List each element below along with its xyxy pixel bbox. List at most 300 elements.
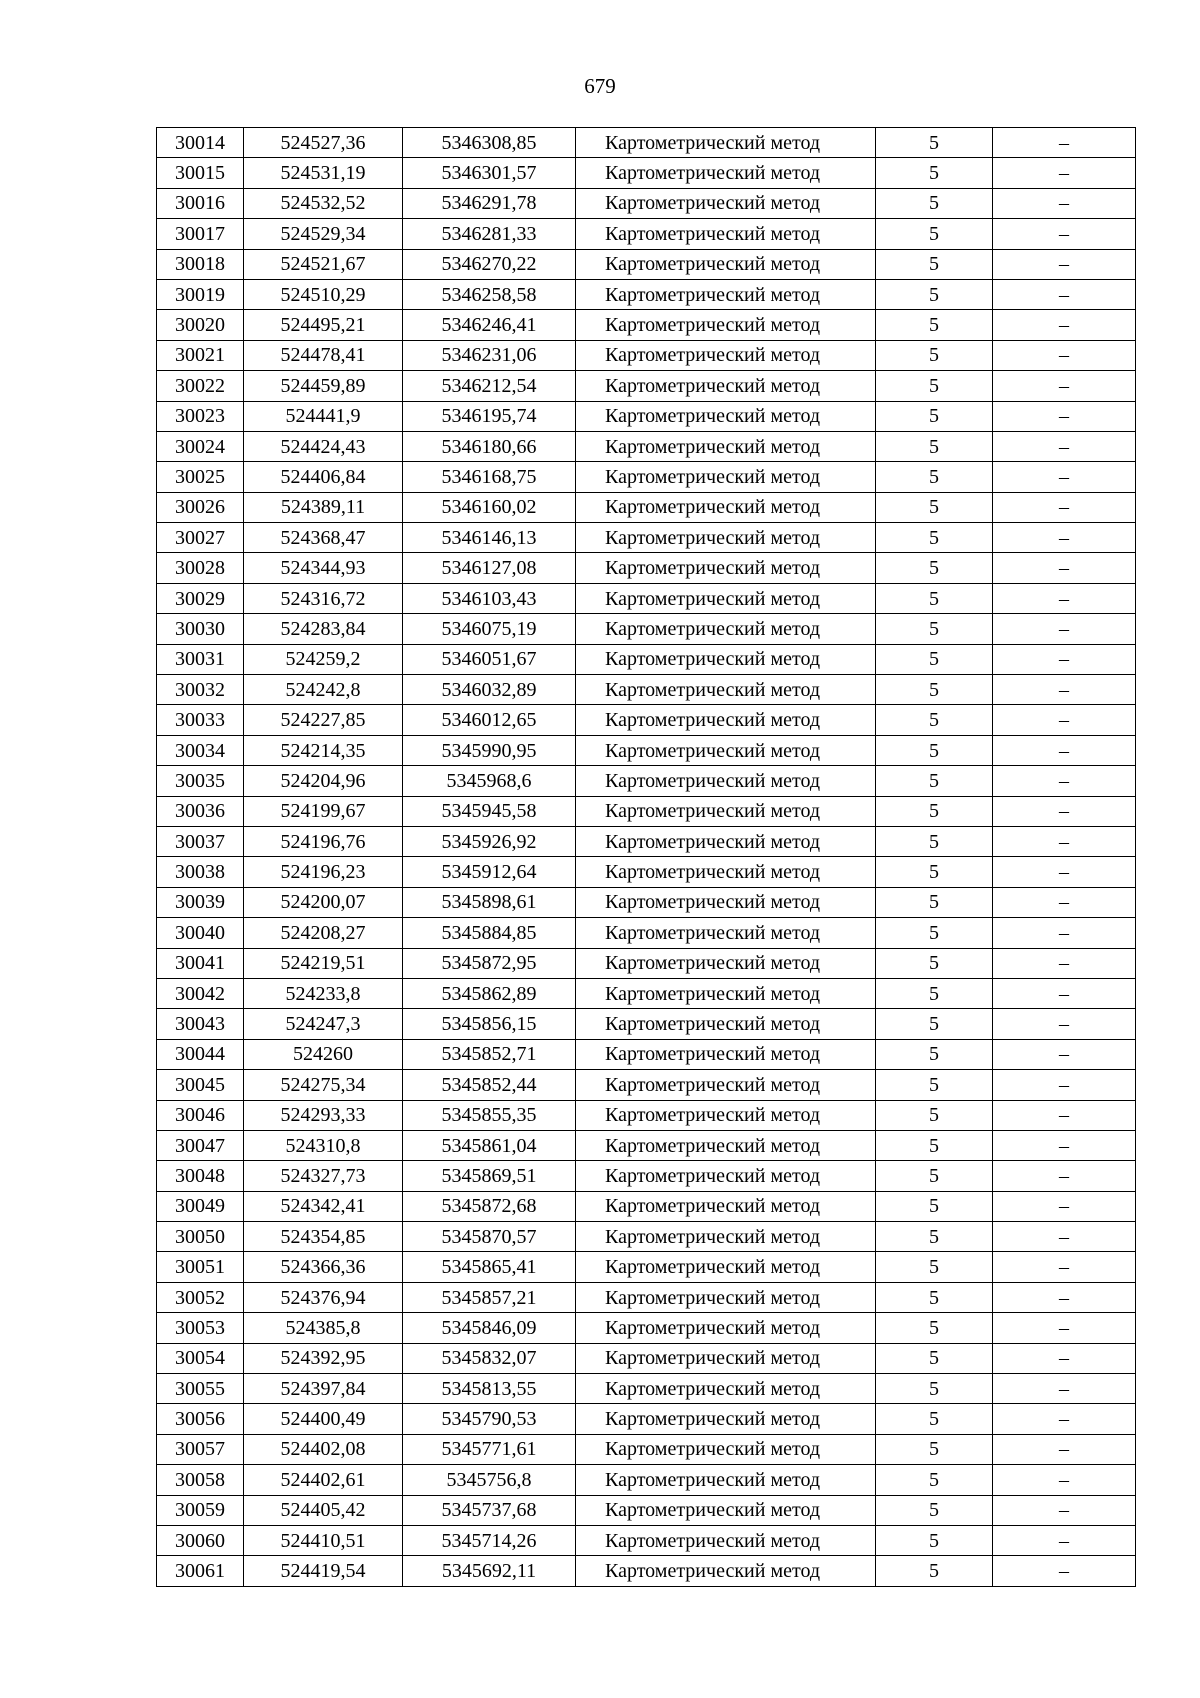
point-number-cell: 30019 [157,279,244,309]
method-cell: Картометрический метод [576,1556,876,1586]
method-cell: Картометрический метод [576,431,876,461]
point-number-cell: 30057 [157,1434,244,1464]
description-cell: – [993,826,1136,856]
x-coordinate-cell: 524214,35 [244,735,403,765]
point-number-cell: 30018 [157,249,244,279]
accuracy-cell: 5 [876,128,993,158]
method-cell: Картометрический метод [576,948,876,978]
point-number-cell: 30022 [157,371,244,401]
point-number-cell: 30023 [157,401,244,431]
y-coordinate-cell: 5345968,6 [403,766,576,796]
method-cell: Картометрический метод [576,1161,876,1191]
table-row [157,614,1136,644]
y-coordinate-cell: 5345926,92 [403,826,576,856]
method-cell: Картометрический метод [576,1343,876,1373]
description-cell: – [993,1130,1136,1160]
x-coordinate-cell: 524527,36 [244,128,403,158]
description-cell: – [993,1465,1136,1495]
x-coordinate-cell: 524247,3 [244,1009,403,1039]
method-cell: Картометрический метод [576,675,876,705]
description-cell: – [993,1525,1136,1555]
y-coordinate-cell: 5345869,51 [403,1161,576,1191]
table-row [157,735,1136,765]
method-cell: Картометрический метод [576,401,876,431]
method-cell: Картометрический метод [576,857,876,887]
accuracy-cell: 5 [876,492,993,522]
x-coordinate-cell: 524400,49 [244,1404,403,1434]
accuracy-cell: 5 [876,431,993,461]
accuracy-cell: 5 [876,1252,993,1282]
point-number-cell: 30021 [157,340,244,370]
method-cell: Картометрический метод [576,978,876,1008]
x-coordinate-cell: 524392,95 [244,1343,403,1373]
accuracy-cell: 5 [876,371,993,401]
y-coordinate-cell: 5345852,71 [403,1039,576,1069]
accuracy-cell: 5 [876,1039,993,1069]
x-coordinate-cell: 524233,8 [244,978,403,1008]
description-cell: – [993,948,1136,978]
point-number-cell: 30055 [157,1374,244,1404]
y-coordinate-cell: 5346051,67 [403,644,576,674]
description-cell: – [993,128,1136,158]
y-coordinate-cell: 5346195,74 [403,401,576,431]
table-row [157,1495,1136,1525]
accuracy-cell: 5 [876,553,993,583]
y-coordinate-cell: 5346075,19 [403,614,576,644]
x-coordinate-cell: 524441,9 [244,401,403,431]
table-row [157,340,1136,370]
table-row [157,1009,1136,1039]
point-number-cell: 30044 [157,1039,244,1069]
y-coordinate-cell: 5346146,13 [403,523,576,553]
y-coordinate-cell: 5345870,57 [403,1222,576,1252]
description-cell: – [993,401,1136,431]
y-coordinate-cell: 5345692,11 [403,1556,576,1586]
x-coordinate-cell: 524531,19 [244,158,403,188]
table-row [157,1343,1136,1373]
method-cell: Картометрический метод [576,826,876,856]
point-number-cell: 30015 [157,158,244,188]
method-cell: Картометрический метод [576,128,876,158]
x-coordinate-cell: 524200,07 [244,887,403,917]
accuracy-cell: 5 [876,735,993,765]
accuracy-cell: 5 [876,1161,993,1191]
table-row [157,1130,1136,1160]
method-cell: Картометрический метод [576,1525,876,1555]
y-coordinate-cell: 5346301,57 [403,158,576,188]
table-row [157,583,1136,613]
method-cell: Картометрический метод [576,553,876,583]
method-cell: Картометрический метод [576,340,876,370]
method-cell: Картометрический метод [576,371,876,401]
table-row [157,492,1136,522]
y-coordinate-cell: 5345865,41 [403,1252,576,1282]
x-coordinate-cell: 524310,8 [244,1130,403,1160]
accuracy-cell: 5 [876,310,993,340]
description-cell: – [993,1070,1136,1100]
accuracy-cell: 5 [876,249,993,279]
x-coordinate-cell: 524406,84 [244,462,403,492]
point-number-cell: 30030 [157,614,244,644]
accuracy-cell: 5 [876,219,993,249]
y-coordinate-cell: 5345855,35 [403,1100,576,1130]
table-row [157,553,1136,583]
description-cell: – [993,188,1136,218]
y-coordinate-cell: 5345990,95 [403,735,576,765]
point-number-cell: 30048 [157,1161,244,1191]
description-cell: – [993,158,1136,188]
table-row [157,371,1136,401]
accuracy-cell: 5 [876,1434,993,1464]
table-row [157,128,1136,158]
x-coordinate-cell: 524402,08 [244,1434,403,1464]
point-number-cell: 30061 [157,1556,244,1586]
accuracy-cell: 5 [876,188,993,218]
y-coordinate-cell: 5345912,64 [403,857,576,887]
y-coordinate-cell: 5345771,61 [403,1434,576,1464]
table-row [157,675,1136,705]
x-coordinate-cell: 524342,41 [244,1191,403,1221]
point-number-cell: 30046 [157,1100,244,1130]
table-row [157,978,1136,1008]
x-coordinate-cell: 524259,2 [244,644,403,674]
y-coordinate-cell: 5346212,54 [403,371,576,401]
y-coordinate-cell: 5345737,68 [403,1495,576,1525]
method-cell: Картометрический метод [576,1374,876,1404]
y-coordinate-cell: 5345813,55 [403,1374,576,1404]
x-coordinate-cell: 524344,93 [244,553,403,583]
description-cell: – [993,492,1136,522]
point-number-cell: 30014 [157,128,244,158]
description-cell: – [993,1404,1136,1434]
y-coordinate-cell: 5345756,8 [403,1465,576,1495]
accuracy-cell: 5 [876,796,993,826]
y-coordinate-cell: 5346103,43 [403,583,576,613]
accuracy-cell: 5 [876,279,993,309]
table-row [157,1404,1136,1434]
point-number-cell: 30026 [157,492,244,522]
accuracy-cell: 5 [876,1525,993,1555]
point-number-cell: 30032 [157,675,244,705]
x-coordinate-cell: 524275,34 [244,1070,403,1100]
method-cell: Картометрический метод [576,735,876,765]
table-row [157,644,1136,674]
method-cell: Картометрический метод [576,310,876,340]
table-row [157,766,1136,796]
y-coordinate-cell: 5345872,95 [403,948,576,978]
x-coordinate-cell: 524389,11 [244,492,403,522]
x-coordinate-cell: 524219,51 [244,948,403,978]
description-cell: – [993,1100,1136,1130]
accuracy-cell: 5 [876,614,993,644]
y-coordinate-cell: 5345945,58 [403,796,576,826]
point-number-cell: 30027 [157,523,244,553]
accuracy-cell: 5 [876,1465,993,1495]
y-coordinate-cell: 5345852,44 [403,1070,576,1100]
accuracy-cell: 5 [876,948,993,978]
point-number-cell: 30053 [157,1313,244,1343]
method-cell: Картометрический метод [576,1100,876,1130]
y-coordinate-cell: 5345861,04 [403,1130,576,1160]
table-row [157,1191,1136,1221]
point-number-cell: 30051 [157,1252,244,1282]
description-cell: – [993,371,1136,401]
point-number-cell: 30028 [157,553,244,583]
table-row [157,158,1136,188]
table-row [157,857,1136,887]
method-cell: Картометрический метод [576,766,876,796]
y-coordinate-cell: 5346160,02 [403,492,576,522]
accuracy-cell: 5 [876,1009,993,1039]
x-coordinate-cell: 524242,8 [244,675,403,705]
y-coordinate-cell: 5346127,08 [403,553,576,583]
method-cell: Картометрический метод [576,796,876,826]
method-cell: Картометрический метод [576,887,876,917]
description-cell: – [993,675,1136,705]
point-number-cell: 30034 [157,735,244,765]
x-coordinate-cell: 524529,34 [244,219,403,249]
x-coordinate-cell: 524354,85 [244,1222,403,1252]
point-number-cell: 30025 [157,462,244,492]
table-row [157,462,1136,492]
point-number-cell: 30020 [157,310,244,340]
table-row [157,279,1136,309]
point-number-cell: 30037 [157,826,244,856]
description-cell: – [993,1252,1136,1282]
table-row [157,918,1136,948]
method-cell: Картометрический метод [576,705,876,735]
accuracy-cell: 5 [876,462,993,492]
x-coordinate-cell: 524366,36 [244,1252,403,1282]
description-cell: – [993,431,1136,461]
description-cell: – [993,523,1136,553]
coordinates-table-body [157,128,1136,1587]
y-coordinate-cell: 5346291,78 [403,188,576,218]
point-number-cell: 30036 [157,796,244,826]
method-cell: Картометрический метод [576,1465,876,1495]
y-coordinate-cell: 5346308,85 [403,128,576,158]
table-row [157,705,1136,735]
accuracy-cell: 5 [876,158,993,188]
accuracy-cell: 5 [876,523,993,553]
method-cell: Картометрический метод [576,523,876,553]
point-number-cell: 30041 [157,948,244,978]
description-cell: – [993,796,1136,826]
accuracy-cell: 5 [876,1070,993,1100]
table-row [157,796,1136,826]
description-cell: – [993,1556,1136,1586]
x-coordinate-cell: 524283,84 [244,614,403,644]
method-cell: Картометрический метод [576,1282,876,1312]
method-cell: Картометрический метод [576,1039,876,1069]
description-cell: – [993,1009,1136,1039]
accuracy-cell: 5 [876,826,993,856]
x-coordinate-cell: 524385,8 [244,1313,403,1343]
accuracy-cell: 5 [876,1374,993,1404]
table-row [157,887,1136,917]
method-cell: Картометрический метод [576,1009,876,1039]
point-number-cell: 30031 [157,644,244,674]
x-coordinate-cell: 524204,96 [244,766,403,796]
table-row [157,1070,1136,1100]
y-coordinate-cell: 5346168,75 [403,462,576,492]
x-coordinate-cell: 524405,42 [244,1495,403,1525]
method-cell: Картометрический метод [576,1313,876,1343]
x-coordinate-cell: 524419,54 [244,1556,403,1586]
point-number-cell: 30058 [157,1465,244,1495]
y-coordinate-cell: 5346258,58 [403,279,576,309]
y-coordinate-cell: 5345862,89 [403,978,576,1008]
description-cell: – [993,553,1136,583]
table-row [157,1282,1136,1312]
table-row [157,1313,1136,1343]
table-row [157,188,1136,218]
description-cell: – [993,1313,1136,1343]
method-cell: Картометрический метод [576,188,876,218]
table-row [157,826,1136,856]
method-cell: Картометрический метод [576,462,876,492]
table-row [157,1556,1136,1586]
point-number-cell: 30035 [157,766,244,796]
method-cell: Картометрический метод [576,219,876,249]
x-coordinate-cell: 524199,67 [244,796,403,826]
description-cell: – [993,766,1136,796]
accuracy-cell: 5 [876,857,993,887]
table-row [157,310,1136,340]
description-cell: – [993,279,1136,309]
accuracy-cell: 5 [876,918,993,948]
table-row [157,1161,1136,1191]
point-number-cell: 30038 [157,857,244,887]
description-cell: – [993,310,1136,340]
y-coordinate-cell: 5346012,65 [403,705,576,735]
description-cell: – [993,583,1136,613]
description-cell: – [993,1343,1136,1373]
method-cell: Картометрический метод [576,1222,876,1252]
point-number-cell: 30024 [157,431,244,461]
method-cell: Картометрический метод [576,1130,876,1160]
method-cell: Картометрический метод [576,1404,876,1434]
table-row [157,219,1136,249]
accuracy-cell: 5 [876,1495,993,1525]
point-number-cell: 30049 [157,1191,244,1221]
y-coordinate-cell: 5346281,33 [403,219,576,249]
x-coordinate-cell: 524327,73 [244,1161,403,1191]
method-cell: Картометрический метод [576,1495,876,1525]
method-cell: Картометрический метод [576,918,876,948]
x-coordinate-cell: 524368,47 [244,523,403,553]
x-coordinate-cell: 524478,41 [244,340,403,370]
description-cell: – [993,918,1136,948]
method-cell: Картометрический метод [576,492,876,522]
x-coordinate-cell: 524196,76 [244,826,403,856]
point-number-cell: 30047 [157,1130,244,1160]
description-cell: – [993,1282,1136,1312]
description-cell: – [993,857,1136,887]
table-row [157,1222,1136,1252]
point-number-cell: 30033 [157,705,244,735]
point-number-cell: 30039 [157,887,244,917]
method-cell: Картометрический метод [576,1252,876,1282]
accuracy-cell: 5 [876,1404,993,1434]
description-cell: – [993,1495,1136,1525]
accuracy-cell: 5 [876,583,993,613]
y-coordinate-cell: 5345884,85 [403,918,576,948]
accuracy-cell: 5 [876,1100,993,1130]
y-coordinate-cell: 5345832,07 [403,1343,576,1373]
description-cell: – [993,1161,1136,1191]
method-cell: Картометрический метод [576,249,876,279]
y-coordinate-cell: 5345846,09 [403,1313,576,1343]
accuracy-cell: 5 [876,1282,993,1312]
y-coordinate-cell: 5345872,68 [403,1191,576,1221]
y-coordinate-cell: 5345856,15 [403,1009,576,1039]
x-coordinate-cell: 524424,43 [244,431,403,461]
description-cell: – [993,978,1136,1008]
description-cell: – [993,219,1136,249]
method-cell: Картометрический метод [576,1191,876,1221]
table-row [157,401,1136,431]
method-cell: Картометрический метод [576,279,876,309]
accuracy-cell: 5 [876,705,993,735]
method-cell: Картометрический метод [576,583,876,613]
description-cell: – [993,735,1136,765]
table-row [157,1525,1136,1555]
accuracy-cell: 5 [876,1130,993,1160]
x-coordinate-cell: 524260 [244,1039,403,1069]
table-row [157,1434,1136,1464]
accuracy-cell: 5 [876,401,993,431]
x-coordinate-cell: 524532,52 [244,188,403,218]
x-coordinate-cell: 524227,85 [244,705,403,735]
accuracy-cell: 5 [876,675,993,705]
description-cell: – [993,887,1136,917]
accuracy-cell: 5 [876,1556,993,1586]
table-row [157,948,1136,978]
table-row [157,1252,1136,1282]
accuracy-cell: 5 [876,1222,993,1252]
point-number-cell: 30016 [157,188,244,218]
x-coordinate-cell: 524459,89 [244,371,403,401]
table-row [157,523,1136,553]
point-number-cell: 30052 [157,1282,244,1312]
accuracy-cell: 5 [876,644,993,674]
x-coordinate-cell: 524402,61 [244,1465,403,1495]
description-cell: – [993,614,1136,644]
method-cell: Картометрический метод [576,614,876,644]
x-coordinate-cell: 524316,72 [244,583,403,613]
description-cell: – [993,1039,1136,1069]
y-coordinate-cell: 5346032,89 [403,675,576,705]
description-cell: – [993,644,1136,674]
description-cell: – [993,462,1136,492]
method-cell: Картометрический метод [576,1434,876,1464]
x-coordinate-cell: 524293,33 [244,1100,403,1130]
accuracy-cell: 5 [876,1191,993,1221]
y-coordinate-cell: 5346270,22 [403,249,576,279]
point-number-cell: 30045 [157,1070,244,1100]
accuracy-cell: 5 [876,978,993,1008]
x-coordinate-cell: 524495,21 [244,310,403,340]
y-coordinate-cell: 5345714,26 [403,1525,576,1555]
x-coordinate-cell: 524397,84 [244,1374,403,1404]
accuracy-cell: 5 [876,1313,993,1343]
y-coordinate-cell: 5345857,21 [403,1282,576,1312]
point-number-cell: 30050 [157,1222,244,1252]
point-number-cell: 30060 [157,1525,244,1555]
point-number-cell: 30043 [157,1009,244,1039]
x-coordinate-cell: 524410,51 [244,1525,403,1555]
